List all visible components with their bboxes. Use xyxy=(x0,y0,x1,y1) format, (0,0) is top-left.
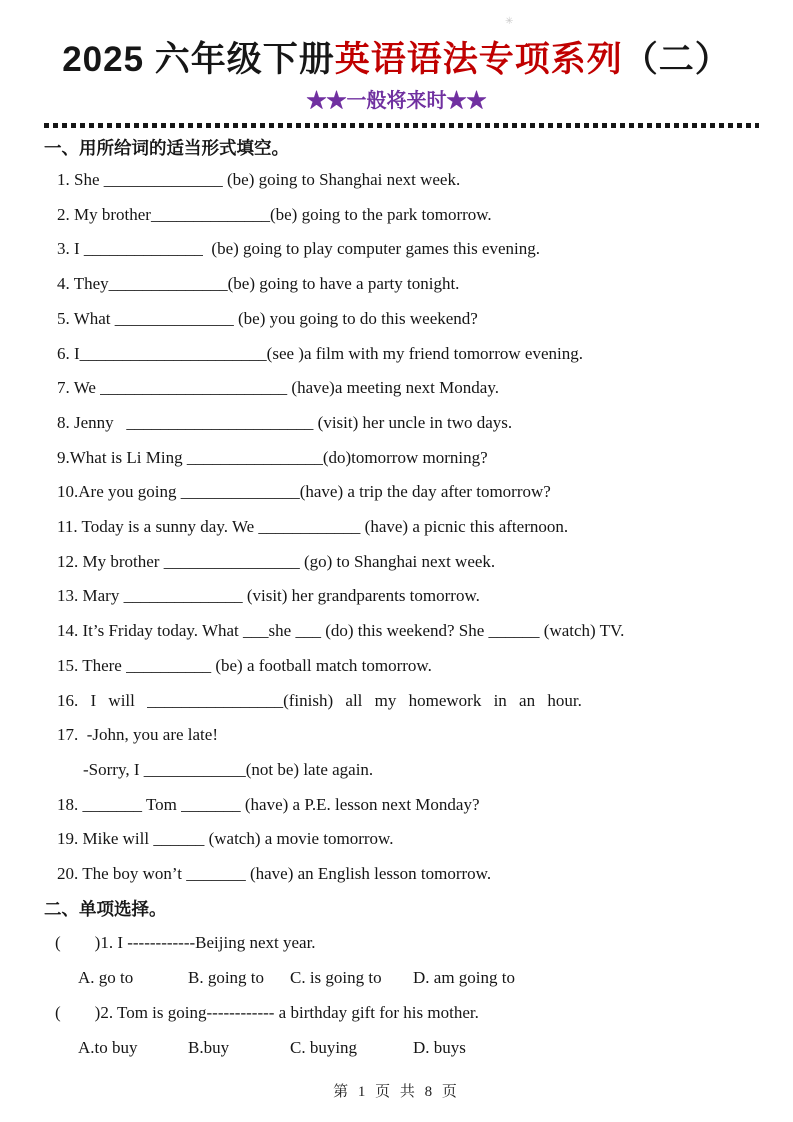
question-line-7: 7. We ______________________ (have)a meeting next Monday. xyxy=(57,378,499,398)
section2-heading: 二、单项选择。 xyxy=(44,898,167,919)
question-line-18: 18. _______ Tom _______ (have) a P.E. lesson next Monday? xyxy=(57,794,480,814)
question-line-15: 15. There __________ (be) a football match tomorrow. xyxy=(57,655,432,675)
question-line-19: 19. Mike will ______ (watch) a movie tomorrow. xyxy=(57,829,394,849)
question-line-12: 12. My brother ________________ (go) to Shanghai next week. xyxy=(57,551,496,571)
question-line-4: 4. They______________(be) going to have a party tonight. xyxy=(57,274,460,294)
page-subtitle: ★★一般将来时★★ xyxy=(306,90,487,112)
question-line-5: 5. What ______________ (be) you going to do this weekend? xyxy=(57,308,478,328)
smudge-artifact: ✳ xyxy=(505,16,514,27)
page-footer: 第 1 页 共 8 页 xyxy=(333,1084,460,1101)
page-title xyxy=(10,36,783,84)
question-line-9: 9.What is Li Ming ________________(do)tomorrow morning? xyxy=(57,447,488,467)
question-line-6: 6. I______________________(see )a film with my friend tomorrow evening. xyxy=(57,343,583,363)
question-line-8: 8. Jenny ______________________ (visit) her uncle in two days. xyxy=(57,412,513,432)
choice-question-1-stem: ( )1. I ------------Beijing next year. xyxy=(55,933,316,953)
option-b: B.buy xyxy=(188,1037,230,1057)
option-a: A. go to xyxy=(78,968,134,988)
question-line-13: 13. Mary ______________ (visit) her grandparents tomorrow. xyxy=(57,586,480,606)
question-line-17a: 17. -John, you are late! xyxy=(57,725,218,745)
choice-question-1-options xyxy=(0,961,793,996)
section1-heading: 一、用所给词的适当形式填空。 xyxy=(44,138,289,158)
choice-question-2-options xyxy=(0,1031,793,1066)
question-line-11: 11. Today is a sunny day. We ____________ (have) a picnic this afternoon. xyxy=(57,517,569,537)
title-prefix: 2025 六年级下册 xyxy=(62,40,335,79)
option-d: D. am going to xyxy=(413,968,515,988)
question-line-2: 2. My brother______________(be) going to the park tomorrow. xyxy=(57,204,492,224)
title-suffix: （二） xyxy=(622,40,731,79)
dotted-divider xyxy=(44,123,759,128)
option-a: A.to buy xyxy=(78,1037,138,1057)
option-c: C. is going to xyxy=(290,968,382,988)
option-b: B. going to xyxy=(188,968,265,988)
question-line-10: 10.Are you going ______________(have) a trip the day after tomorrow? xyxy=(57,482,551,502)
question-line-20: 20. The boy won’t _______ (have) an English lesson tomorrow. xyxy=(57,864,492,884)
question-line-14: 14. It’s Friday today. What ___she ___ (do) this weekend? She ______ (watch) TV. xyxy=(57,621,625,641)
option-d: D. buys xyxy=(413,1037,466,1057)
question-line-16: 16. I will ________________(finish) all my homework in an hour. xyxy=(57,690,582,710)
option-c: C. buying xyxy=(290,1037,358,1057)
question-line-1: 1. She ______________ (be) going to Shanghai next week. xyxy=(57,170,461,189)
question-line-17b: -Sorry, I ____________(not be) late again. xyxy=(83,759,374,779)
title-highlight: 英语语法专项系列 xyxy=(334,40,623,79)
choice-question-2-stem: ( )2. Tom is going------------ a birthday gift for his mother. xyxy=(55,1002,479,1022)
question-line-3: 3. I ______________ (be) going to play computer games this evening. xyxy=(57,239,540,259)
